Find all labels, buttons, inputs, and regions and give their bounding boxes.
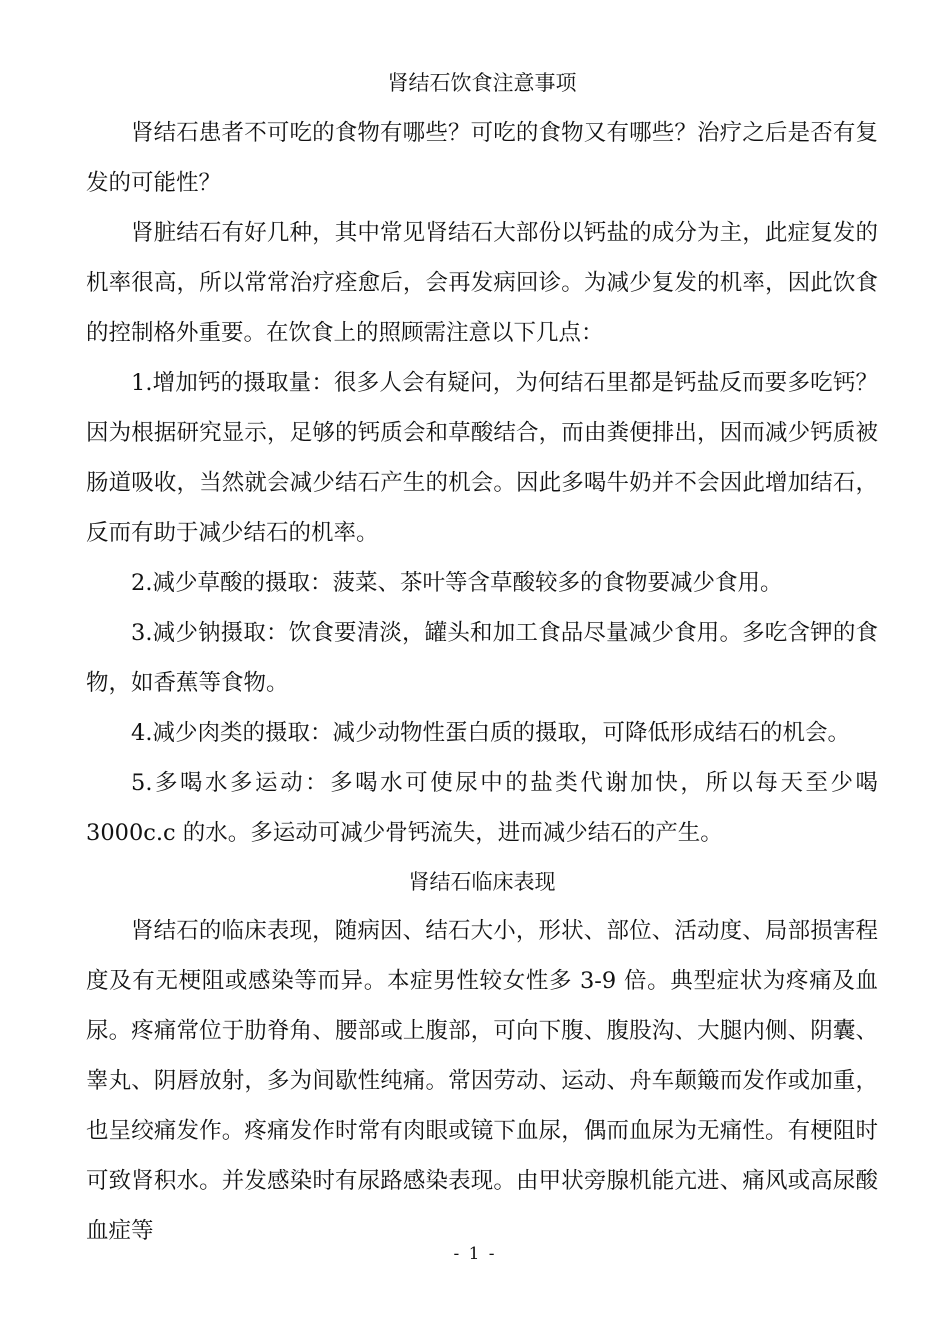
paragraph-intro-question: 肾结石患者不可吃的食物有哪些？可吃的食物又有哪些？治疗之后是否有复发的可能性？ [86,120,878,196]
paragraph-kidney-stone-types: 肾脏结石有好几种，其中常见肾结石大部份以钙盐的成分为主，此症复发的机率很高，所以常常治疗痊愈后，会再发病回诊。为减少复发的机率，因此饮食的控制格外重要。在饮食上的照顾需注意以下几点： [86,220,878,346]
paragraph-item-oxalate: 2.减少草酸的摄取：菠菜、茶叶等含草酸较多的食物要减少食用。 [131,570,783,596]
section-title-clinical: 肾结石临床表现 [408,870,556,894]
paragraph-item-meat: 4.减少肉类的摄取：减少动物性蛋白质的摄取，可降低形成结石的机会。 [131,720,850,746]
page-number: - 1 - [453,1244,497,1264]
paragraph-clinical-manifestation: 肾结石的临床表现，随病因、结石大小，形状、部位、活动度、局部损害程度及有无梗阻或感染等而异。本症男性较女性多 3-9 倍。典型症状为疼痛及血尿。疼痛常位于肋脊角、腰部或上腹部，可向下腹、腹股沟、大腿内侧、阴囊、睾丸、阴唇放射，多为间歇性纯痛。常因劳动、运动、舟车颠簸而发作或加重，也呈绞痛发作。疼痛发作时常有肉眼或镜下血尿，偶而血尿为无痛性。有梗阻时可致肾积水。并发感染时有尿路感染表现。由甲状旁腺机能亢进、痛风或高尿酸血症等 [86,918,878,1244]
document-page [86,58,878,1256]
paragraph-item-calcium: 1.增加钙的摄取量：很多人会有疑问，为何结石里都是钙盐反而要多吃钙？因为根据研究显示，足够的钙质会和草酸结合，而由粪便排出，因而减少钙质被肠道吸收，当然就会减少结石产生的机会。因此多喝牛奶并不会因此增加结石，反而有助于减少结石的机率。 [86,370,878,546]
paragraph-item-sodium: 3.减少钠摄取：饮食要清淡，罐头和加工食品尽量减少食用。多吃含钾的食物，如香蕉等食物。 [86,620,878,696]
paragraph-item-water-exercise: 5.多喝水多运动：多喝水可使尿中的盐类代谢加快，所以每天至少喝 3000c.c 的水。多运动可减少骨钙流失，进而减少结石的产生。 [86,770,878,846]
document-title: 肾结石饮食注意事项 [387,71,577,95]
